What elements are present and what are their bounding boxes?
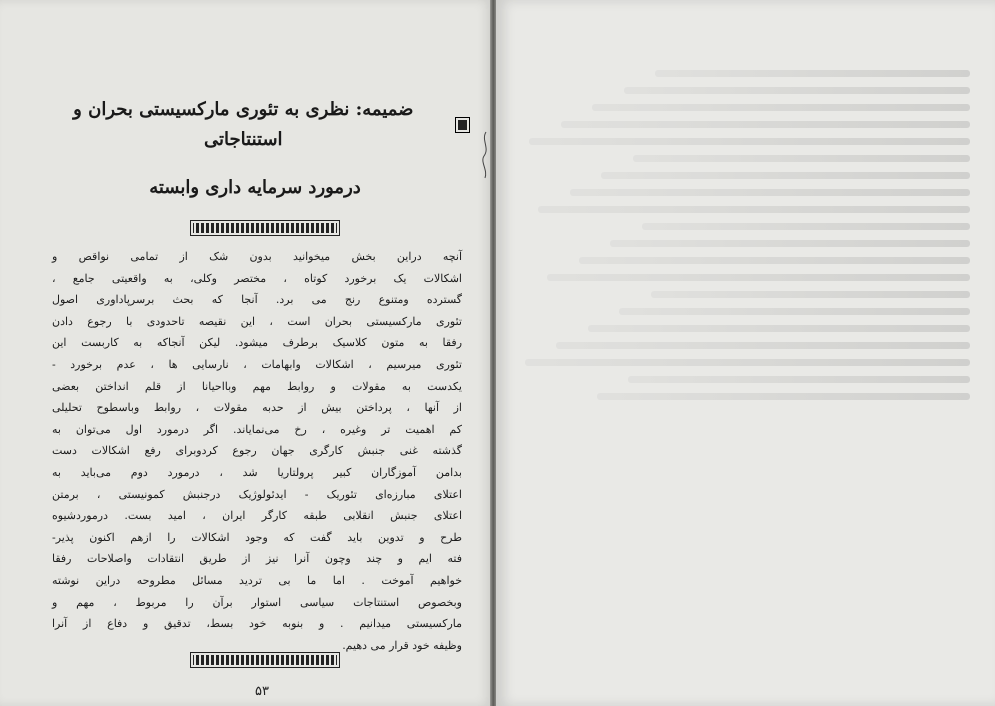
bleed-through-line — [592, 104, 970, 111]
title-bullet-icon — [455, 117, 470, 133]
bleed-through-line — [651, 291, 971, 298]
bleed-through-line — [610, 240, 970, 247]
bleed-through-text — [520, 70, 970, 670]
bleed-through-line — [538, 206, 970, 213]
bleed-through-line — [655, 70, 970, 77]
paragraph-line: از آنها ، پرداختن بیش از حدبه مقولات ، روابط وباسطوح تحلیلی — [52, 401, 462, 415]
bleed-through-line — [561, 121, 971, 128]
bleed-through-line — [624, 87, 971, 94]
paragraph-line: گذشته غنی جنبش کارگری جهان رجوع کردوبرای رفع اشکالات دست — [52, 444, 462, 458]
paragraph-line: فته ایم و چند وچون آنرا نیز از طریق انتقادات واصلاحات رفقا — [52, 552, 462, 566]
bleed-through-line — [570, 189, 971, 196]
bleed-through-line — [642, 223, 971, 230]
bleed-through-line — [597, 393, 971, 400]
chapter-title — [40, 95, 470, 203]
bleed-through-line — [633, 155, 971, 162]
paragraph-line: وظیفه خود قرار می دهیم. — [342, 638, 462, 652]
title-line-2: درمورد سرمایه داری وابسته — [149, 177, 361, 198]
bleed-through-line — [525, 359, 971, 366]
ornament-divider-top — [190, 220, 340, 236]
paragraph-line: تئوری میرسیم ، اشکالات وابهامات ، نارسایی ها ، عدم برخورد - — [52, 357, 462, 371]
bleed-through-line — [579, 257, 971, 264]
paragraph-line: بدامن آموزگاران کبیر پرولتاریا شد ، درمورد دوم می‌باید به — [52, 465, 462, 479]
title-line-1: ضمیمه: نظری به تئوری مارکسیستی بحران و استنتاجاتی — [73, 99, 414, 150]
bleed-through-line — [628, 376, 970, 383]
paragraph-line: اشکالات یک برخورد کوتاه ، مختصر وکلی، به واقعیتی جامع ، — [52, 271, 462, 285]
bleed-through-line — [529, 138, 970, 145]
paragraph-line: یکدست به مقولات و روابط مهم وبااحیانا از قلم انداختن بعضی — [52, 379, 462, 393]
paragraph-line: اعتلای مبارزه‌ای تئوریک - ایدئولوژیک درجنبش کمونیستی ، برمتن — [52, 487, 462, 501]
bleed-through-line — [588, 325, 971, 332]
paragraph-line: اعتلای جنبش انقلابی طبقه کارگر ایران ، امید بست. درموردشیوه — [52, 509, 462, 523]
body-paragraph — [52, 246, 462, 656]
paragraph-line: طرح و تدوین باید گفت که وجود اشکالات را ازهم اکنون پذیر- — [52, 530, 462, 544]
bleed-through-line — [601, 172, 970, 179]
left-page — [0, 0, 492, 706]
paragraph-line: تئوری مارکسیستی بحران است ، این نقیصه تاحدودی با رجوع دادن — [52, 314, 462, 328]
paragraph-line: کم اهمیت تر وغیره ، رخ می‌نمایاند. اگر درمورد اول می‌توان به — [52, 422, 462, 436]
bleed-through-line — [547, 274, 970, 281]
paragraph-line: آنچه دراین بخش میخوانید بدون شک از تمامی نواقص و — [52, 250, 462, 263]
ornament-divider-bottom — [190, 652, 340, 668]
paragraph-line: خواهیم آموخت . اما ما بی تردید مسائل مطروحه دراین نوشته — [52, 573, 462, 587]
paragraph-line: رفقا به متون کلاسیک برطرف میشود. لیکن آنجاکه به کاربست این — [52, 336, 462, 350]
paragraph-line: مارکسیستی میدانیم . و بنوبه خود بسط، تدقیق و دفاع از آنرا — [52, 617, 462, 631]
page-number: ۵۳ — [255, 684, 269, 699]
paragraph-line: گسترده ومتنوع رنج می برد. آنجا که بحث برسرپاداوری اصول — [52, 293, 462, 307]
paragraph-line: وبخصوص استنتاجات سیاسی استوار برآن را مربوط ، مهم و — [52, 595, 462, 609]
bleed-through-line — [556, 342, 970, 349]
bleed-through-line — [619, 308, 970, 315]
